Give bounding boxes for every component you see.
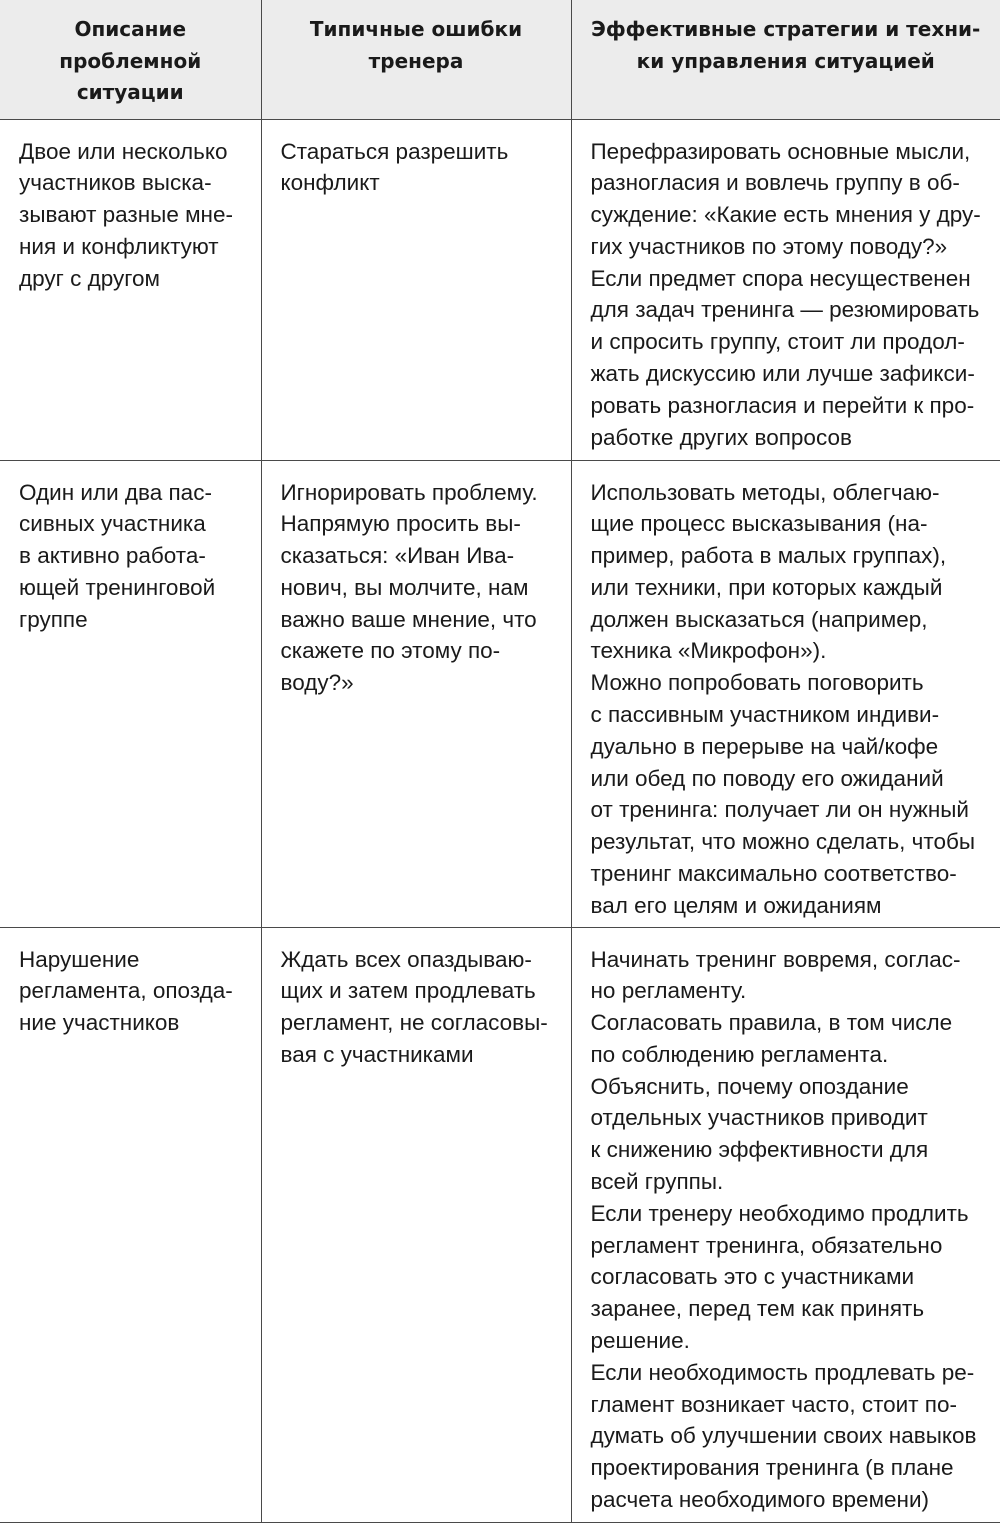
cell-mistakes: Стараться разрешить конфликт	[261, 119, 571, 460]
header-strategies-text: Эффективные стратегии и техни- ки управления ситуацией	[591, 17, 981, 73]
header-description-text: Описание проблемной ситуации	[59, 17, 202, 104]
cell-strategies: Перефразировать основные мысли, разногласия и вовлечь группу в об- суждение: «Какие есть мнения у дру- гих участников по этому поводу?» Если предмет спора несущественен для задач тренинга — резюмировать и спросить группу, стоит ли продол- жать дискуссию или лучше зафикси- ровать разногласия и перейти к про- работке других вопросов	[571, 119, 1000, 460]
table-row	[0, 927, 1000, 1522]
cell-strategies: Начинать тренинг вовремя, соглас- но регламенту. Согласовать правила, в том числе по соблюдению регламента. Объяснить, почему опоздание отдельных участников приводит к снижению эффективности для всей группы. Если тренеру необходимо продлить регламент тренинга, обязательно согласовать это с участниками заранее, перед тем как принять решение. Если необходимость продлевать ре- гламент возникает часто, стоит по- думать об улучшении своих навыков проектирования тренинга (в плане расчета необходимого времени)	[571, 927, 1000, 1522]
header-mistakes	[261, 0, 571, 119]
cell-mistakes: Ждать всех опаздываю- щих и затем продлевать регламент, не согласовы- вая с участниками	[261, 927, 571, 1522]
header-strategies	[571, 0, 1000, 119]
table-body	[0, 119, 1000, 1522]
table-row	[0, 460, 1000, 927]
table-header	[0, 0, 1000, 119]
header-row	[0, 0, 1000, 119]
header-mistakes-text: Типичные ошибки тренера	[309, 17, 523, 73]
cell-description: Один или два пас- сивных участника в активно работа- ющей тренинговой группе	[0, 460, 261, 927]
cell-strategies: Использовать методы, облегчаю- щие процесс высказывания (на- пример, работа в малых группах), или техники, при которых каждый должен высказаться (например, техника «Микрофон»). Можно попробовать поговорить с пассивным участником индиви- дуально в перерыве на чай/кофе или обед по поводу его ожиданий от тренинга: получает ли он нужный результат, что можно сделать, чтобы тренинг максимально соответство- вал его целям и ожиданиям	[571, 460, 1000, 927]
table-row	[0, 119, 1000, 460]
cell-description: Нарушение регламента, опозда- ние участников	[0, 927, 261, 1522]
header-description	[0, 0, 261, 119]
cell-mistakes: Игнорировать проблему. Напрямую просить вы- сказаться: «Иван Ива- нович, вы молчите, нам важно ваше мнение, что скажете по этому по- воду?»	[261, 460, 571, 927]
cell-description: Двое или несколько участников выска- зывают разные мне- ния и конфликтуют друг с другом	[0, 119, 261, 460]
